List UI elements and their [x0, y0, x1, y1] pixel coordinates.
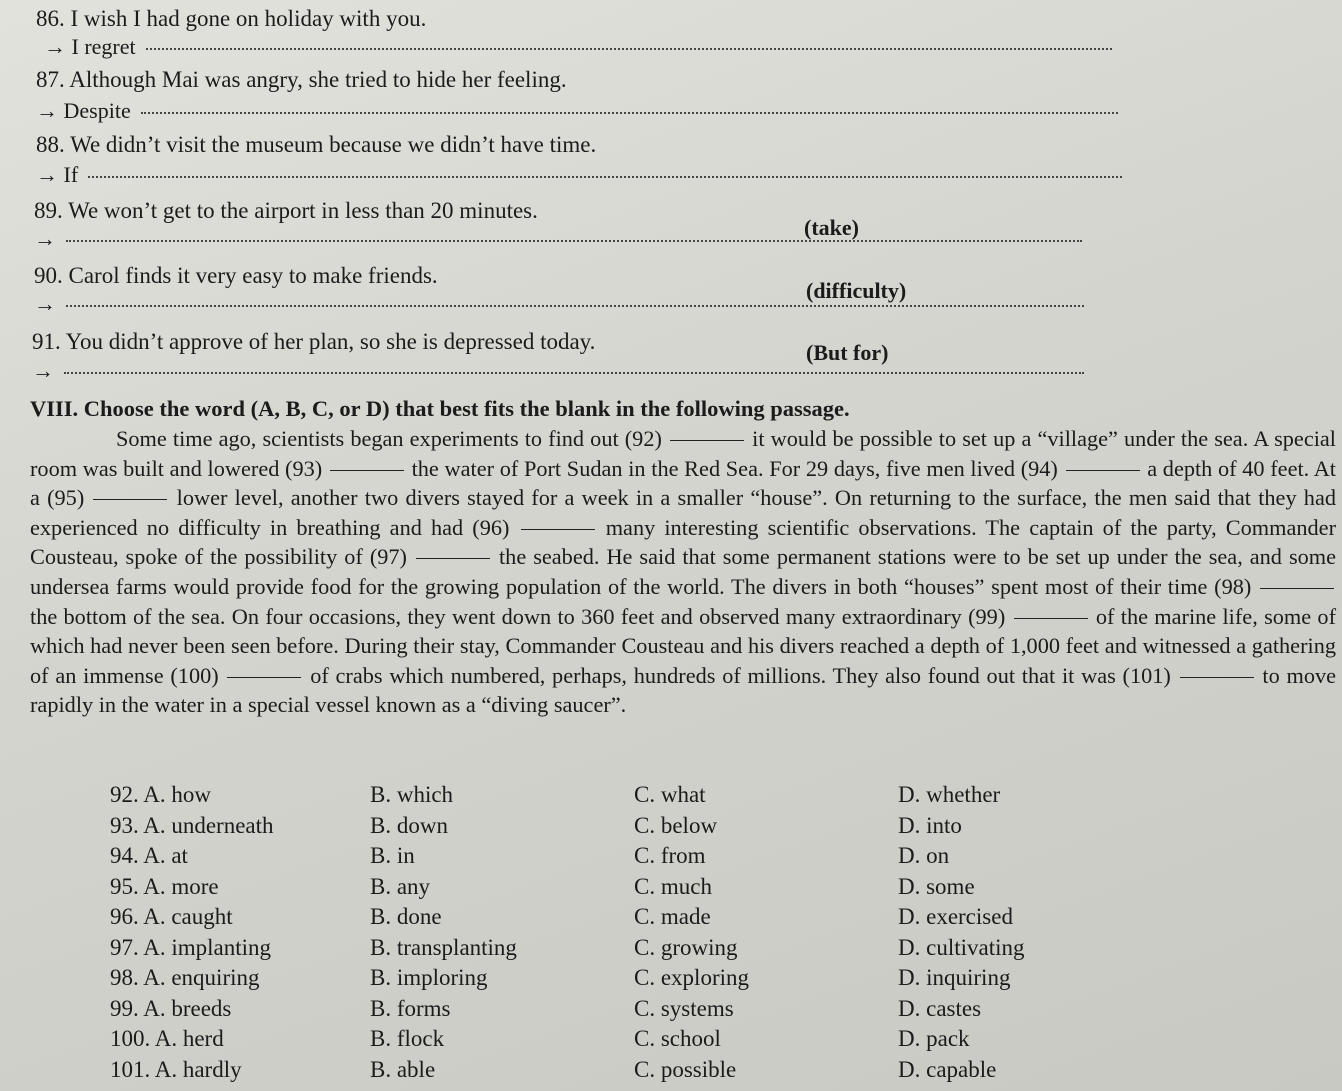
option-c[interactable]: C. below [634, 812, 718, 838]
option-d[interactable]: D. pack [898, 1026, 970, 1051]
option-c[interactable]: C. much [634, 873, 712, 899]
passage-segment: to move rapidly in the water in a special vessel known as a “diving saucer”. [30, 662, 1337, 718]
option-c[interactable]: C. growing [634, 934, 738, 960]
option-b[interactable]: B. transplanting [370, 934, 517, 960]
option-d[interactable]: D. into [898, 812, 962, 838]
section-heading: VIII. Choose the word (A, B, C, or D) that best fits the blank in the following passage. [30, 396, 850, 421]
option-b[interactable]: B. forms [370, 995, 451, 1021]
dotted-line [146, 48, 1112, 50]
question-89: 89. We won’t get to the airport in less than 20 minutes. [34, 198, 538, 223]
option-a[interactable]: 93. A. underneath [110, 812, 274, 838]
blank-92[interactable] [670, 440, 744, 441]
dotted-line [64, 372, 1084, 374]
option-c[interactable]: C. possible [634, 1056, 737, 1082]
blank-98[interactable] [1260, 588, 1334, 589]
reading-passage [30, 424, 1336, 720]
option-c[interactable]: C. exploring [634, 965, 749, 990]
option-a[interactable]: 98. A. enquiring [110, 965, 260, 990]
option-b[interactable]: B. flock [370, 1026, 445, 1051]
option-a[interactable]: 95. A. more [110, 873, 219, 899]
option-d[interactable]: D. on [898, 843, 950, 868]
passage-segment: of crabs which numbered, perhaps, hundreds of millions. They also found out that it was (101) [310, 662, 1171, 688]
answer-line-89[interactable] [34, 226, 1082, 252]
answer-line-87[interactable] [36, 98, 1118, 124]
option-d[interactable]: D. castes [898, 995, 982, 1021]
question-90: 90. Carol finds it very easy to make friends. [34, 263, 438, 288]
passage-segment: of the marine life, some of which had never been seen before. During their stay, Commander Cousteau and his divers reached a depth of 1,000 feet and witnessed a gathering of an immense (100) [30, 603, 1337, 688]
option-d[interactable]: D. cultivating [898, 934, 1025, 960]
question-88: 88. We didn’t visit the museum because we didn’t have time. [36, 132, 597, 157]
blank-93[interactable] [330, 470, 404, 471]
answer-line-88[interactable] [36, 162, 1122, 188]
option-b[interactable]: B. imploring [370, 965, 488, 990]
dotted-line [66, 240, 1082, 242]
passage-segment: the water of Port Sudan in the Red Sea. For 29 days, five men lived (94) [411, 455, 1058, 481]
blank-101[interactable] [1180, 677, 1254, 678]
option-c[interactable]: C. what [634, 782, 706, 807]
blank-96[interactable] [521, 529, 595, 530]
answer-line-91[interactable] [32, 358, 1084, 384]
passage-segment: many interesting scientific observations. The captain of the party, Commander Cousteau, spoke of the possibility of (97) [30, 514, 1337, 570]
option-b[interactable]: B. any [370, 873, 431, 899]
option-c[interactable]: C. school [634, 1026, 721, 1051]
blank-100[interactable] [227, 677, 301, 678]
answer-lead-91: → [32, 358, 54, 383]
option-d[interactable]: D. capable [898, 1056, 997, 1082]
option-b[interactable]: B. done [370, 904, 442, 929]
option-d[interactable]: D. whether [898, 782, 1001, 807]
dotted-line [66, 305, 1084, 307]
option-c[interactable]: C. systems [634, 995, 734, 1021]
passage-segment: the bottom of the sea. On four occasions, they went down to 360 feet and observed many extraordinary (99) [30, 603, 1006, 629]
answer-line-86[interactable] [44, 34, 1112, 60]
hint-90: (difficulty) [806, 278, 907, 303]
answer-lead-86: → I regret [44, 34, 136, 59]
option-c[interactable]: C. from [634, 843, 706, 868]
hint-91: (But for) [806, 340, 889, 365]
blank-97[interactable] [416, 558, 490, 559]
passage-segment: a depth of 40 feet. At a (95) [30, 455, 1336, 511]
option-d[interactable]: D. some [898, 873, 975, 899]
blank-94[interactable] [1066, 470, 1140, 471]
option-b[interactable]: B. able [370, 1056, 436, 1082]
dotted-line [88, 176, 1122, 178]
answer-lead-88: → If [36, 162, 79, 187]
option-a[interactable]: 97. A. implanting [110, 934, 271, 960]
blank-99[interactable] [1014, 618, 1088, 619]
question-91: 91. You didn’t approve of her plan, so she is depressed today. [32, 329, 596, 354]
option-a[interactable]: 94. A. at [110, 843, 188, 868]
answer-lead-90: → [34, 291, 56, 316]
passage-segment: Some time ago, scientists began experiments to find out (92) [116, 426, 662, 451]
dotted-line [141, 112, 1118, 114]
option-b[interactable]: B. down [370, 812, 448, 838]
answer-lead-89: → [34, 226, 56, 251]
option-d[interactable]: D. exercised [898, 904, 1013, 929]
question-86: 86. I wish I had gone on holiday with you. [36, 6, 427, 31]
option-b[interactable]: B. in [370, 843, 415, 868]
passage-segment: the seabed. He said that some permanent stations were to be set up under the sea, and some undersea farms would provide food for the growing population of the world. The divers in both “houses” spent most of their time (98) [30, 544, 1337, 599]
answer-line-90[interactable] [34, 291, 1084, 317]
question-87: 87. Although Mai was angry, she tried to hide her feeling. [36, 67, 567, 92]
option-a[interactable]: 96. A. caught [110, 904, 233, 929]
answer-lead-87: → Despite [36, 98, 131, 123]
option-a[interactable]: 100. A. herd [110, 1026, 224, 1051]
blank-95[interactable] [93, 499, 167, 500]
option-a[interactable]: 101. A. hardly [110, 1056, 242, 1082]
option-a[interactable]: 99. A. breeds [110, 995, 232, 1021]
option-a[interactable]: 92. A. how [110, 782, 211, 807]
passage-segment: it would be possible to set up a “village” under the sea. A special room was built and lowered (93) [30, 426, 1336, 481]
passage-segment: lower level, another two divers stayed for a week in a smaller “house”. On returning to the surface, the men said that they had experienced no difficulty in breathing and had (96) [30, 485, 1336, 540]
hint-89: (take) [804, 215, 859, 240]
option-c[interactable]: C. made [634, 904, 711, 929]
option-d[interactable]: D. inquiring [898, 965, 1011, 990]
option-b[interactable]: B. which [370, 782, 454, 807]
